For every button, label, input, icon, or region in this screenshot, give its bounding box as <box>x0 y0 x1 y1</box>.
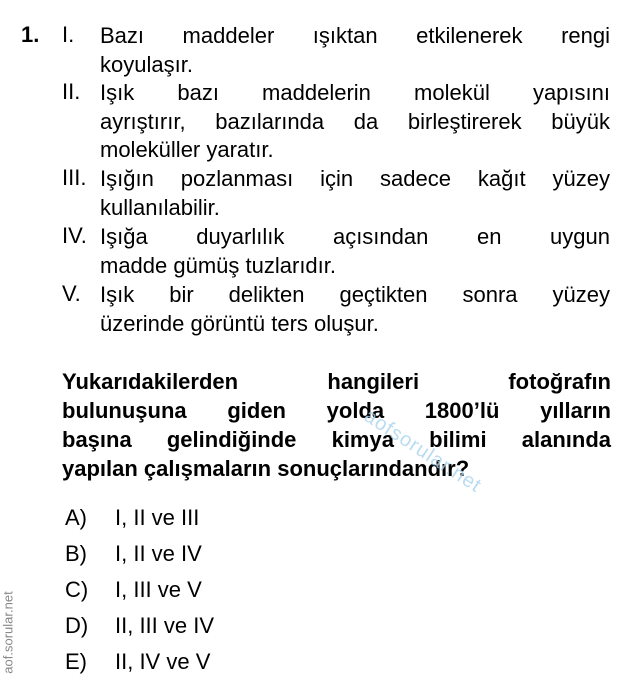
option-letter: C) <box>65 577 89 602</box>
option-letter: D) <box>65 613 89 638</box>
side-watermark: aof.sorular.net <box>0 591 16 674</box>
statement-numeral: II. <box>62 79 81 104</box>
option-text: I, III ve V <box>115 577 202 602</box>
statement-line: Işığın pozlanması için sadece kağıt yüzey <box>100 166 610 191</box>
question-number: 1. <box>21 22 40 47</box>
statement-item <box>62 223 610 280</box>
option-text: I, II ve III <box>115 505 200 530</box>
stem-line: Yukarıdakilerden hangileri fotoğrafın <box>62 369 611 394</box>
answer-option[interactable] <box>65 647 210 677</box>
statement-item <box>62 79 610 165</box>
stem-line: bulunuşuna giden yolda 1800’lü yılların <box>62 398 611 423</box>
statement-line: koyulaşır. <box>100 51 193 77</box>
answer-option[interactable] <box>65 539 202 569</box>
statement-numeral: V. <box>62 281 81 306</box>
stem-line: yapılan çalışmaların sonuçlarındandır? <box>62 456 470 481</box>
statement-item <box>62 22 610 79</box>
option-letter: E) <box>65 649 87 674</box>
statement-numeral: IV. <box>62 223 87 248</box>
question-stem <box>62 367 611 483</box>
statement-item <box>62 281 610 338</box>
statement-line: Işık bazı maddelerin molekül yapısını <box>100 80 610 105</box>
answer-option[interactable] <box>65 575 202 605</box>
statement-line: ayrıştırır, bazılarında da birleştirerek büyük <box>100 108 610 134</box>
answer-option[interactable] <box>65 503 199 533</box>
option-text: II, III ve IV <box>115 613 215 638</box>
option-letter: A) <box>65 505 87 530</box>
statement-line: madde gümüş tuzlarıdır. <box>100 252 337 278</box>
statement-line: Bazı maddeler ışıktan etkilenerek rengi <box>100 23 610 48</box>
option-letter: B) <box>65 541 87 566</box>
statement-line: Işığa duyarlılık açısından en uygun <box>100 224 610 249</box>
answer-option[interactable] <box>65 611 214 641</box>
statement-numeral: III. <box>62 165 87 190</box>
stem-line: başına gelindiğinde kimya bilimi alanında <box>62 427 611 452</box>
watermark: aofsorular.net <box>360 405 486 498</box>
option-text: II, IV ve V <box>115 649 211 674</box>
option-text: I, II ve IV <box>115 541 202 566</box>
statement-line: Işık bir delikten geçtikten sonra yüzey <box>100 282 610 307</box>
statement-numeral: I. <box>62 22 75 47</box>
statement-line: kullanılabilir. <box>100 194 220 220</box>
statement-item <box>62 165 610 222</box>
statement-line: moleküller yaratır. <box>100 137 274 163</box>
statement-line: üzerinde görüntü ters oluşur. <box>100 310 379 336</box>
